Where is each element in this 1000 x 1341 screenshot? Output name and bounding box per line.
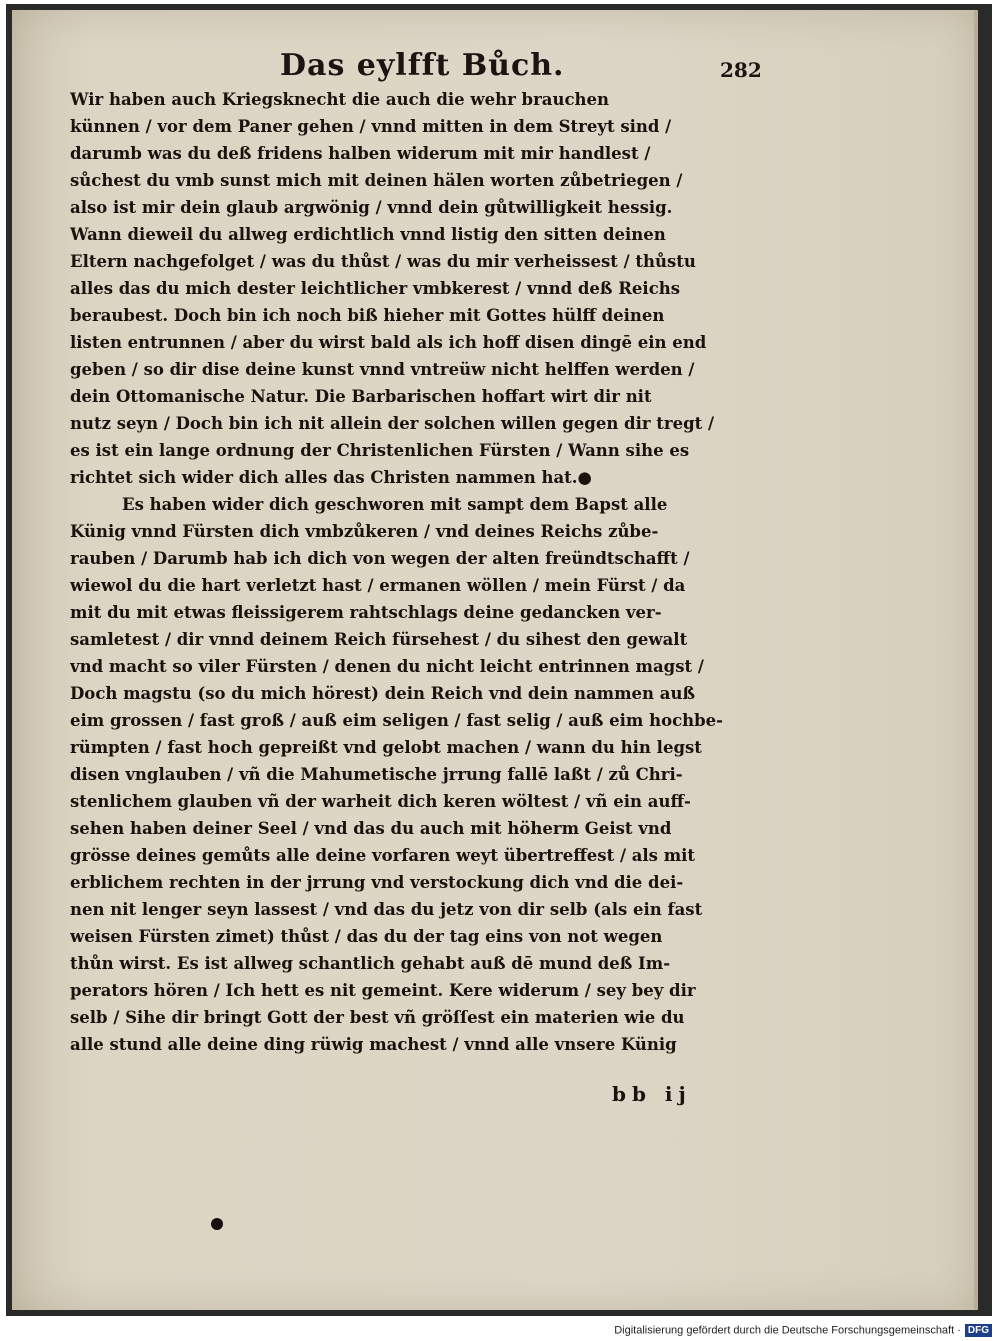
text-line: mit du mit etwas fleissigerem rahtschlags deine gedancken ver- [70,603,662,622]
body-text [70,86,794,1058]
ink-blot [211,1218,223,1230]
text-line: alles das du mich dester leichtlicher vmbkerest / vnnd deß Reichs [70,279,681,298]
credit-text: Digitalisierung gefördert durch die Deutsche Forschungsgemeinschaft · [614,1324,961,1337]
text-line: nutz seyn / Doch bin ich nit allein der solchen willen gegen dir tregt / [70,414,715,433]
text-line: also ist mir dein glaub argwönig / vnnd dein gůtwilligkeit hessig. [70,198,673,217]
text-line: vnd macht so viler Fürsten / denen du nicht leicht entrinnen magst / [70,657,704,676]
text-line: erblichem rechten in der jrrung vnd verstockung dich vnd die dei- [70,873,684,892]
text-line: selb / Sihe dir bringt Gott der best vñ gröſſest ein materien wie du [70,1008,685,1027]
text-line: nen nit lenger seyn lassest / vnd das du jetz von dir selb (als ein fast [70,900,703,919]
signature-mark: bb ij [612,1082,692,1106]
text-line: Eltern nachgefolget / was du thůst / was du mir verheissest / thůstu [70,252,696,271]
text-line: Wir haben auch Kriegsknecht die auch die wehr brauchen [70,90,610,109]
text-line: samletest / dir vnnd deinem Reich fürsehest / du sihest den gewalt [70,630,688,649]
text-line: sůchest du vmb sunst mich mit deinen hälen worten zůbetriegen / [70,171,683,190]
text-line: es ist ein lange ordnung der Christenlichen Fürsten / Wann sihe es [70,441,690,460]
text-line: disen vnglauben / vñ die Mahumetische jrrung fallē laßt / zů Chri- [70,765,683,784]
text-line: sehen haben deiner Seel / vnd das du auch mit höherm Geist vnd [70,819,672,838]
text-line: stenlichem glauben vñ der warheit dich keren wöltest / vñ ein auff- [70,792,691,811]
text-line: rümpten / fast hoch gepreißt vnd gelobt machen / wann du hin legst [70,738,702,757]
page-edge [974,10,978,1310]
text-line: eim grossen / fast groß / auß eim seligen / fast selig / auß eim hochbe- [70,711,724,730]
text-line: Doch magstu (so du mich hörest) dein Reich vnd dein nammen auß [70,684,696,703]
text-line: beraubest. Doch bin ich noch biß hieher mit Gottes hülff deinen [70,306,665,325]
text-line: grösse deines gemůts alle deine vorfaren weyt übertreffest / als mit [70,846,696,865]
digitization-credit [614,1324,992,1337]
text-line: richtet sich wider dich alles das Christen nammen hat.● [70,468,592,487]
text-line: Künig vnnd Fürsten dich vmbzůkeren / vnd deines Reichs zůbe- [70,522,659,541]
text-line: geben / so dir dise deine kunst vnnd vntreüw nicht helffen werden / [70,360,695,379]
text-line: darumb was du deß fridens halben widerum mit mir handlest / [70,144,651,163]
text-line: künnen / vor dem Paner gehen / vnnd mitten in dem Streyt sind / [70,117,672,136]
text-line: alle stund alle deine ding rüwig machest / vnnd alle vnsere Künig [70,1035,677,1054]
text-line: listen entrunnen / aber du wirst bald als ich hoff disen dingē ein end [70,333,707,352]
text-line: thůn wirst. Es ist allweg schantlich gehabt auß dē mund deß Im- [70,954,671,973]
text-line: perators hören / Ich hett es nit gemeint. Kere widerum / sey bey dir [70,981,696,1000]
text-line: wiewol du die hart verletzt hast / ermanen wöllen / mein Fürst / da [70,576,686,595]
text-line: Wann dieweil du allweg erdichtlich vnnd listig den sitten deinen [70,225,666,244]
text-line: dein Ottomanische Natur. Die Barbarischen hoffart wirt dir nit [70,387,652,406]
dfg-logo: DFG [965,1324,992,1337]
paragraph-start-line: Es haben wider dich geschworen mit sampt dem Bapst alle [122,495,668,514]
text-line: rauben / Darumb hab ich dich von wegen der alten freündtschafft / [70,549,690,568]
running-header-title: Das eylfft Bůch. [280,48,565,83]
text-line: weisen Fürsten zimet) thůst / das du der tag eins von not wegen [70,927,663,946]
folio-number: 282 [720,58,762,82]
